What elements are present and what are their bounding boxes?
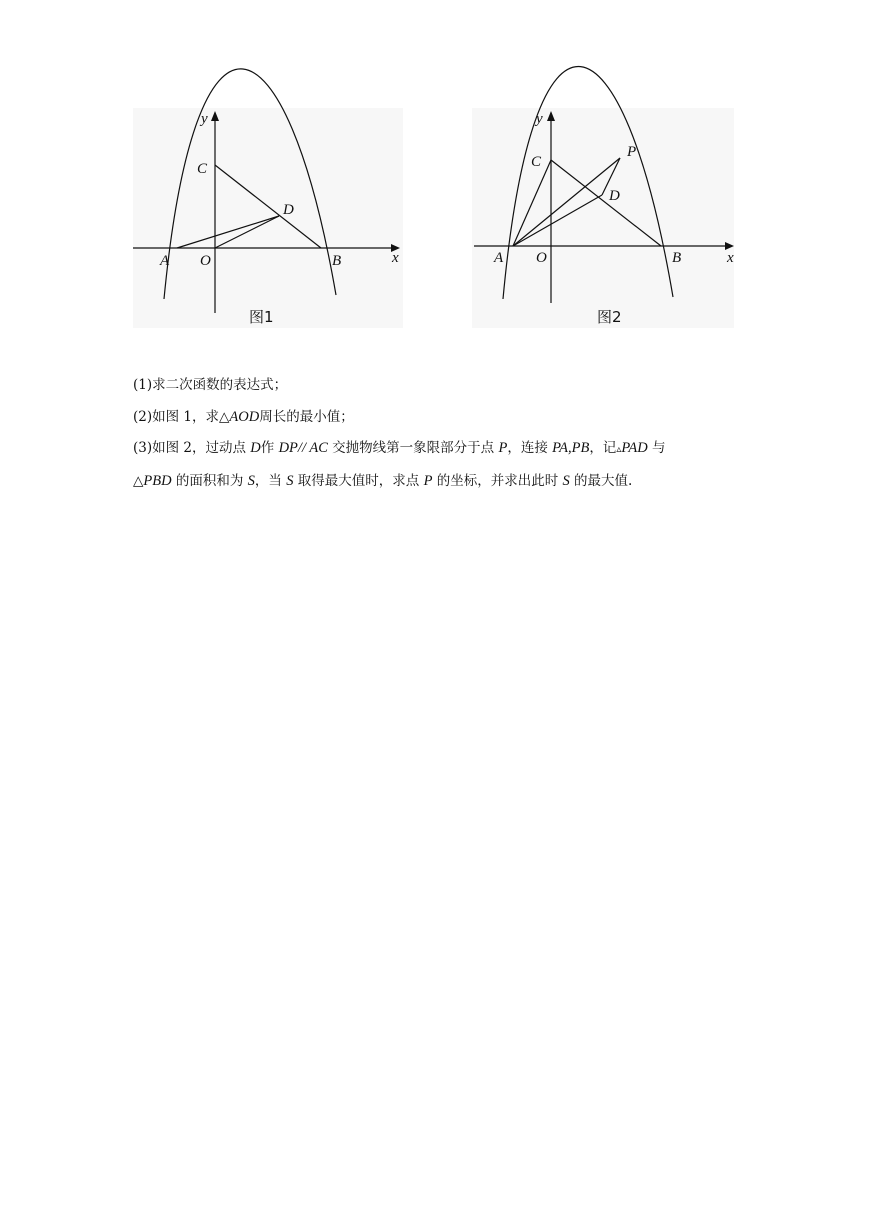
question-1	[133, 370, 743, 402]
q3-text-9: 取得最大值时，求点	[293, 472, 424, 489]
question-2-post: 周长的最小值；	[259, 408, 354, 425]
y-axis-label: y	[201, 111, 208, 127]
point-D-label: D	[283, 202, 294, 218]
segment-OD	[215, 216, 279, 248]
q3-text-10: 的坐标，并求出此时	[432, 472, 563, 489]
q3-triangle-symbol: △	[133, 472, 144, 489]
q3-text-6: 与	[647, 440, 666, 456]
question-2-pre: 如图 1，求	[152, 408, 220, 425]
figure-1-caption: 图1	[249, 308, 274, 326]
parabola	[503, 67, 673, 299]
figure-2-caption: 图2	[597, 308, 622, 326]
q3-small-triangle-symbol: ▵	[616, 444, 622, 455]
x-axis-arrow	[725, 242, 734, 250]
q3-text-2: 作	[260, 440, 279, 456]
figure-2-diagram	[472, 108, 734, 328]
q3-point-p: P	[498, 440, 508, 456]
q3-text-11: 的最大值.	[569, 472, 633, 489]
point-B-label: B	[672, 250, 682, 266]
triangle-symbol: △	[219, 408, 230, 425]
q3-s-2: S	[286, 472, 294, 489]
point-A-label: A	[160, 253, 170, 269]
y-axis-arrow	[211, 111, 219, 121]
figure-1	[133, 108, 403, 328]
question-1-text: 求二次函数的表达式；	[152, 377, 288, 393]
point-A-label: A	[494, 250, 504, 266]
segment-CB	[215, 165, 321, 248]
segment-AD	[177, 216, 279, 248]
origin-label: O	[200, 253, 211, 269]
q3-s-1: S	[247, 472, 255, 489]
question-3-line-1	[133, 433, 743, 466]
question-2	[133, 402, 743, 434]
x-axis-label: x	[727, 250, 734, 266]
q3-point-p-2: P	[423, 472, 433, 489]
point-C-label: C	[531, 154, 542, 170]
triangle-aod: AOD	[229, 408, 260, 425]
point-B-label: B	[332, 253, 342, 269]
q3-text-3: 交抛物线第一象限部分于点	[327, 440, 499, 456]
point-C-label: C	[197, 161, 208, 177]
q3-text-4: ，连接	[507, 440, 553, 456]
origin-label: O	[536, 250, 547, 266]
q3-segment-ac: AC	[309, 440, 328, 456]
q3-text-5: ，记	[589, 440, 617, 456]
figure-1-diagram	[133, 108, 403, 328]
q3-segments-pa-pb: PA,PB	[552, 440, 590, 456]
q3-text-8: ，当	[254, 472, 287, 489]
segment-AD	[513, 195, 602, 246]
q3-s-3: S	[562, 472, 570, 489]
q3-segment-dp: DP	[278, 440, 298, 456]
q3-triangle-pad: PAD	[621, 440, 648, 456]
question-1-number: (1)	[133, 377, 153, 393]
question-3-number: (3)	[133, 440, 153, 456]
q3-text-1: 如图 2，过动点	[152, 440, 251, 456]
q3-text-7: 的面积和为	[171, 472, 248, 489]
y-axis-label: y	[536, 111, 543, 127]
q3-triangle-pbd: PBD	[143, 472, 172, 489]
q3-parallel-symbol: //	[297, 440, 310, 456]
parabola	[164, 69, 336, 299]
q3-point-d: D	[250, 440, 261, 456]
question-3-line-2	[133, 466, 743, 498]
point-D-label: D	[609, 188, 620, 204]
question-list	[133, 370, 743, 497]
segment-CB	[551, 160, 661, 246]
y-axis-arrow	[547, 111, 555, 121]
point-P-label: P	[627, 144, 637, 160]
x-axis-label: x	[392, 250, 399, 266]
question-2-number: (2)	[133, 408, 153, 425]
figure-2	[472, 108, 734, 328]
segment-AC	[513, 160, 551, 246]
